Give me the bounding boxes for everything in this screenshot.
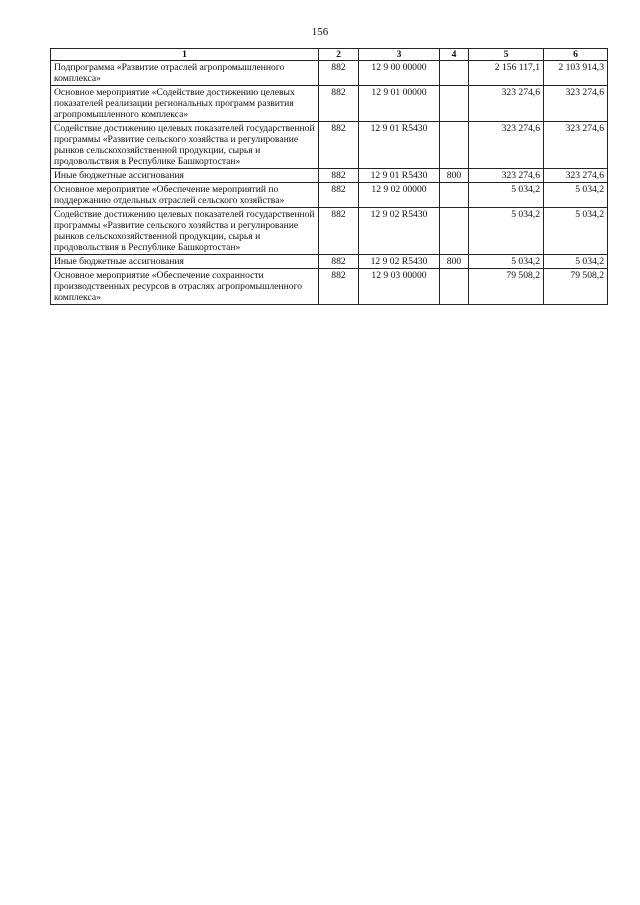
- table-row: [51, 269, 608, 305]
- column-header: 2: [319, 49, 359, 61]
- column-header: 4: [440, 49, 469, 61]
- row-value-1-cell: 5 034,2: [469, 183, 544, 208]
- row-code-cell: 882: [319, 61, 359, 86]
- row-type-cell: 800: [440, 169, 469, 183]
- row-target-cell: 12 9 02 R5430: [359, 208, 440, 255]
- row-code-cell: 882: [319, 208, 359, 255]
- row-code-cell: 882: [319, 86, 359, 122]
- row-target-cell: 12 9 02 R5430: [359, 255, 440, 269]
- row-value-2-cell: 2 103 914,3: [544, 61, 608, 86]
- row-value-2-cell: 79 508,2: [544, 269, 608, 305]
- row-value-1-cell: 323 274,6: [469, 86, 544, 122]
- row-value-1-cell: 2 156 117,1: [469, 61, 544, 86]
- row-type-cell: [440, 208, 469, 255]
- column-header: 3: [359, 49, 440, 61]
- table-row: [51, 208, 608, 255]
- column-header: 6: [544, 49, 608, 61]
- page-number: 156: [311, 26, 329, 38]
- row-target-cell: 12 9 01 R5430: [359, 122, 440, 169]
- row-type-cell: [440, 86, 469, 122]
- table-row: [51, 255, 608, 269]
- row-name-cell: Основное мероприятие «Обеспечение сохранности производственных ресурсов в отраслях агропромышленного комплекса»: [51, 269, 319, 305]
- table-row: [51, 169, 608, 183]
- row-name-cell: Подпрограмма «Развитие отраслей агропромышленного комплекса»: [51, 61, 319, 86]
- column-header: 5: [469, 49, 544, 61]
- column-header: 1: [51, 49, 319, 61]
- row-value-2-cell: 5 034,2: [544, 183, 608, 208]
- row-target-cell: 12 9 02 00000: [359, 183, 440, 208]
- row-code-cell: 882: [319, 183, 359, 208]
- row-value-2-cell: 5 034,2: [544, 208, 608, 255]
- row-target-cell: 12 9 01 R5430: [359, 169, 440, 183]
- row-name-cell: Содействие достижению целевых показателей государственной программы «Развитие сельского хозяйства и регулирование рынков сельскохозяйственной продукции, сырья и продовольствия в Республике Башкортостан»: [51, 122, 319, 169]
- row-target-cell: 12 9 03 00000: [359, 269, 440, 305]
- row-value-2-cell: 323 274,6: [544, 169, 608, 183]
- row-code-cell: 882: [319, 255, 359, 269]
- row-value-2-cell: 323 274,6: [544, 122, 608, 169]
- row-type-cell: [440, 183, 469, 208]
- budget-table: [50, 48, 608, 305]
- row-value-1-cell: 79 508,2: [469, 269, 544, 305]
- table-header-row: [51, 49, 608, 61]
- row-name-cell: Иные бюджетные ассигнования: [51, 169, 319, 183]
- row-value-1-cell: 323 274,6: [469, 122, 544, 169]
- row-value-1-cell: 5 034,2: [469, 208, 544, 255]
- row-target-cell: 12 9 01 00000: [359, 86, 440, 122]
- row-type-cell: 800: [440, 255, 469, 269]
- table-row: [51, 122, 608, 169]
- row-type-cell: [440, 61, 469, 86]
- row-value-1-cell: 323 274,6: [469, 169, 544, 183]
- row-type-cell: [440, 122, 469, 169]
- row-type-cell: [440, 269, 469, 305]
- table-row: [51, 61, 608, 86]
- row-name-cell: Основное мероприятие «Содействие достижению целевых показателей реализации региональных программ развития агропромышленного комплекса»: [51, 86, 319, 122]
- table-row: [51, 86, 608, 122]
- row-name-cell: Основное мероприятие «Обеспечение мероприятий по поддержанию отдельных отраслей сельского хозяйства»: [51, 183, 319, 208]
- row-code-cell: 882: [319, 122, 359, 169]
- row-name-cell: Иные бюджетные ассигнования: [51, 255, 319, 269]
- row-value-1-cell: 5 034,2: [469, 255, 544, 269]
- row-code-cell: 882: [319, 269, 359, 305]
- row-value-2-cell: 5 034,2: [544, 255, 608, 269]
- row-name-cell: Содействие достижению целевых показателей государственной программы «Развитие сельского хозяйства и регулирование рынков сельскохозяйственной продукции, сырья и продовольствия в Республике Башкортостан»: [51, 208, 319, 255]
- row-target-cell: 12 9 00 00000: [359, 61, 440, 86]
- row-code-cell: 882: [319, 169, 359, 183]
- table-row: [51, 183, 608, 208]
- row-value-2-cell: 323 274,6: [544, 86, 608, 122]
